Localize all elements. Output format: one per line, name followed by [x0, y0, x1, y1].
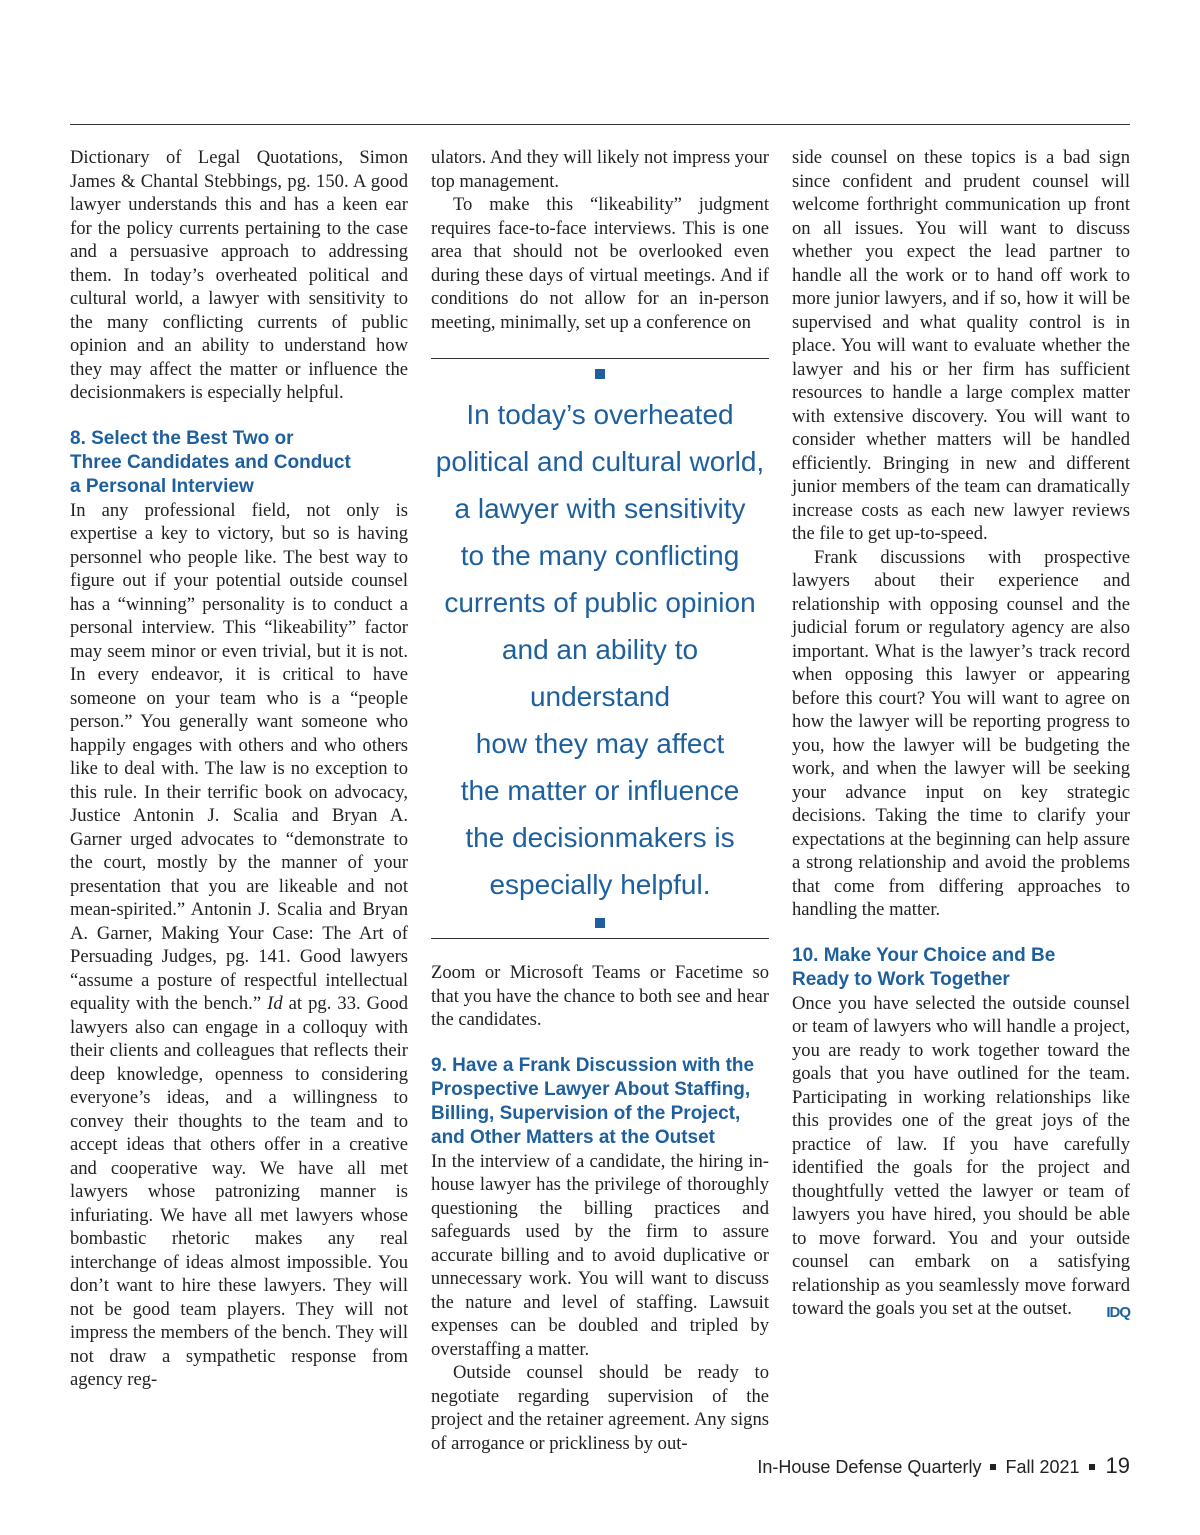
heading-line: Billing, Supervision of the Project, [431, 1102, 741, 1124]
pull-quote [431, 358, 769, 939]
italic-citation: Id [267, 993, 283, 1014]
paragraph: side counsel on these topics is a bad sign since confident and prudent counsel will welcome forthright communication up front on all issues. You will want to discuss whether you expect the lead partner to handle all the work or to hand off work to more junior lawyers, and if so, how it will be supervised and what quality control is in place. You will want to evaluate whether the lawyer and his or her firm has sufficient resources to handle a large complex matter with extensive discovery. You will want to consider whether matters will be handled efficiently. Bringing in new and different junior members of the team can dramatically increase costs as each new lawyer reviews the file to get up-to-speed. [792, 147, 1130, 544]
heading-line: Three Candidates and Conduct [70, 451, 351, 473]
heading-line: Ready to Work Together [792, 968, 1010, 990]
paragraph: Frank discussions with prospective lawyers about their experience and relationship with opposing counsel and the judicial forum or regulatory agency are also important. What is the lawyer’s track record when opposing this lawyer or appearing before this court? You will want to agree on how the lawyer will be reporting progress to you, how the lawyer will be budgeting the work, and when the lawyer will be seeking your advance input on key strategic decisions. Taking the time to clarify your expectations at the beginning can help assure a strong relationship and avoid the problems that come from differing approaches to handling the matter. [792, 546, 1130, 920]
text-run: at pg. 33. Good lawyers also can engage in a colloquy with their clients and colleagues that reflects their deep knowledge, openness to considering everyone’s ideas, and a willingness to convey their thoughts to the team and to accept ideas that others offer in a creative and cooperative way. We have all met lawyers whose patronizing manner is infuriating. We have all met lawyers whose bombastic rhetoric makes any real interchange of ideas almost impossible. You don’t want to hire these lawyers. They will not be good team players. They will not impress the members of the bench. They will not draw a sympathetic response from agency reg- [70, 993, 408, 1390]
pull-quote-line: currents of public opinion [444, 587, 756, 618]
issue-label: Fall 2021 [1005, 1457, 1080, 1477]
pull-quote-bottom-rule [431, 938, 769, 939]
paragraph [792, 992, 1130, 1321]
top-rule [70, 124, 1130, 125]
pull-quote-line: especially helpful. [489, 869, 711, 900]
text-run: In any professional field, not only is expertise a key to victory, but so is having personnel who people like. The best way to figure out if your potential outside counsel has a “winning” personality is to conduct a personal interview. This “likeability” factor may seem minor or even trivial, but it is not. In every endeavor, it is critical to have someone on your team who is a “people person.” You generally want someone who happily engages with others and who others like to deal with. The law is no exception to this rule. In their terrific book on advocacy, Justice Antonin J. Scalia and Bryan A. Garner urged advocates to “demonstrate to the court, mostly by the manner of your presentation that you are likeable and not mean-spirited.” Antonin J. Scalia and Bryan A. Garner, Making Your Case: The Art of Persuading Judges, pg. 141. Good lawyers “assume a posture of respectful intellectual equality with the bench.” [70, 499, 408, 1014]
pull-quote-line: In today’s overheated [466, 399, 734, 430]
pull-quote-line: and an ability to understand [501, 634, 699, 712]
heading-line: a Personal Interview [70, 475, 254, 497]
paragraph: Outside counsel should be ready to negotiate regarding supervision of the project and the retainer agreement. Any signs of arrogance or prickliness by out- [431, 1362, 769, 1454]
page-footer [757, 1453, 1130, 1479]
page-number: 19 [1105, 1453, 1130, 1478]
heading-line: 10. Make Your Choice and Be [792, 944, 1056, 966]
column-3 [792, 146, 1130, 1325]
square-separator-icon [990, 1464, 996, 1470]
pull-quote-line: how they may affect [475, 728, 725, 759]
square-separator-icon [1089, 1464, 1095, 1470]
heading-line: 8. Select the Best Two or [70, 427, 294, 449]
heading-line: 9. Have a Frank Discussion with the [431, 1054, 755, 1076]
pull-quote-line: the decisionmakers is [465, 822, 735, 853]
pull-quote-line: the matter or influence [460, 775, 740, 806]
pull-quote-line: political and cultural world, [435, 446, 765, 477]
heading-line: and Other Matters at the Outset [431, 1126, 715, 1148]
column-2 [431, 146, 769, 1455]
paragraph: In the interview of a candidate, the hiring in-house lawyer has the privilege of thoroughly questioning the billing practices and safeguards used by the firm to assure accurate billing and to avoid duplicative or unnecessary work. You will want to discuss the nature and level of staffing. Lawsuit expenses can be doubled and tripled by overstaffing a matter. [431, 1150, 769, 1360]
pull-quote-text [431, 391, 769, 908]
paragraph: Zoom or Microsoft Teams or Facetime so that you have the chance to both see and hear the candidates. [431, 962, 769, 1030]
paragraph [70, 499, 408, 1392]
section-heading-10 [792, 944, 1130, 992]
square-bullet-icon [595, 918, 605, 928]
idq-end-mark-icon: IDQ [1106, 1304, 1130, 1321]
section-heading-8 [70, 427, 408, 499]
text-run: Once you have selected the outside counsel or team of lawyers who will handle a project, you are ready to work together toward the goals that you have outlined for the team. Participating in working relationships like this provides one of the great joys of the practice of law. If you have carefully identified the goals for the project and thoughtfully vetted the lawyer or team of lawyers you have hired, you should be able to move forward. You and your outside counsel can embark on a satisfying relationship as you seamlessly move forward toward the goals you set at the outset. [792, 992, 1130, 1319]
pull-quote-line: a lawyer with sensitivity [454, 493, 746, 524]
heading-line: Prospective Lawyer About Staffing, [431, 1078, 751, 1100]
square-bullet-icon [595, 369, 605, 379]
paragraph: Dictionary of Legal Quotations, Simon James & Chantal Stebbings, pg. 150. A good lawyer understands this and has a keen ear for the policy currents pertaining to the case and a persuasive approach to addressing them. In today’s overheated political and cultural world, a lawyer with sensitivity to the many conflicting currents of public opinion and an ability to understand how they may affect the matter or influence the decisionmakers is especially helpful. [70, 147, 408, 403]
paragraph: ulators. And they will likely not impress your top management. [431, 147, 769, 192]
column-1 [70, 146, 408, 1392]
section-heading-9 [431, 1054, 769, 1150]
pull-quote-line: to the many conflicting [460, 540, 740, 571]
publication-name: In-House Defense Quarterly [757, 1457, 982, 1477]
paragraph: To make this “likeability” judgment requires face-to-face interviews. This is one area that should not be overlooked even during these days of virtual meetings. And if conditions do not allow for an in-person meeting, minimally, set up a conference on [431, 194, 769, 333]
pull-quote-top-rule [431, 358, 769, 359]
